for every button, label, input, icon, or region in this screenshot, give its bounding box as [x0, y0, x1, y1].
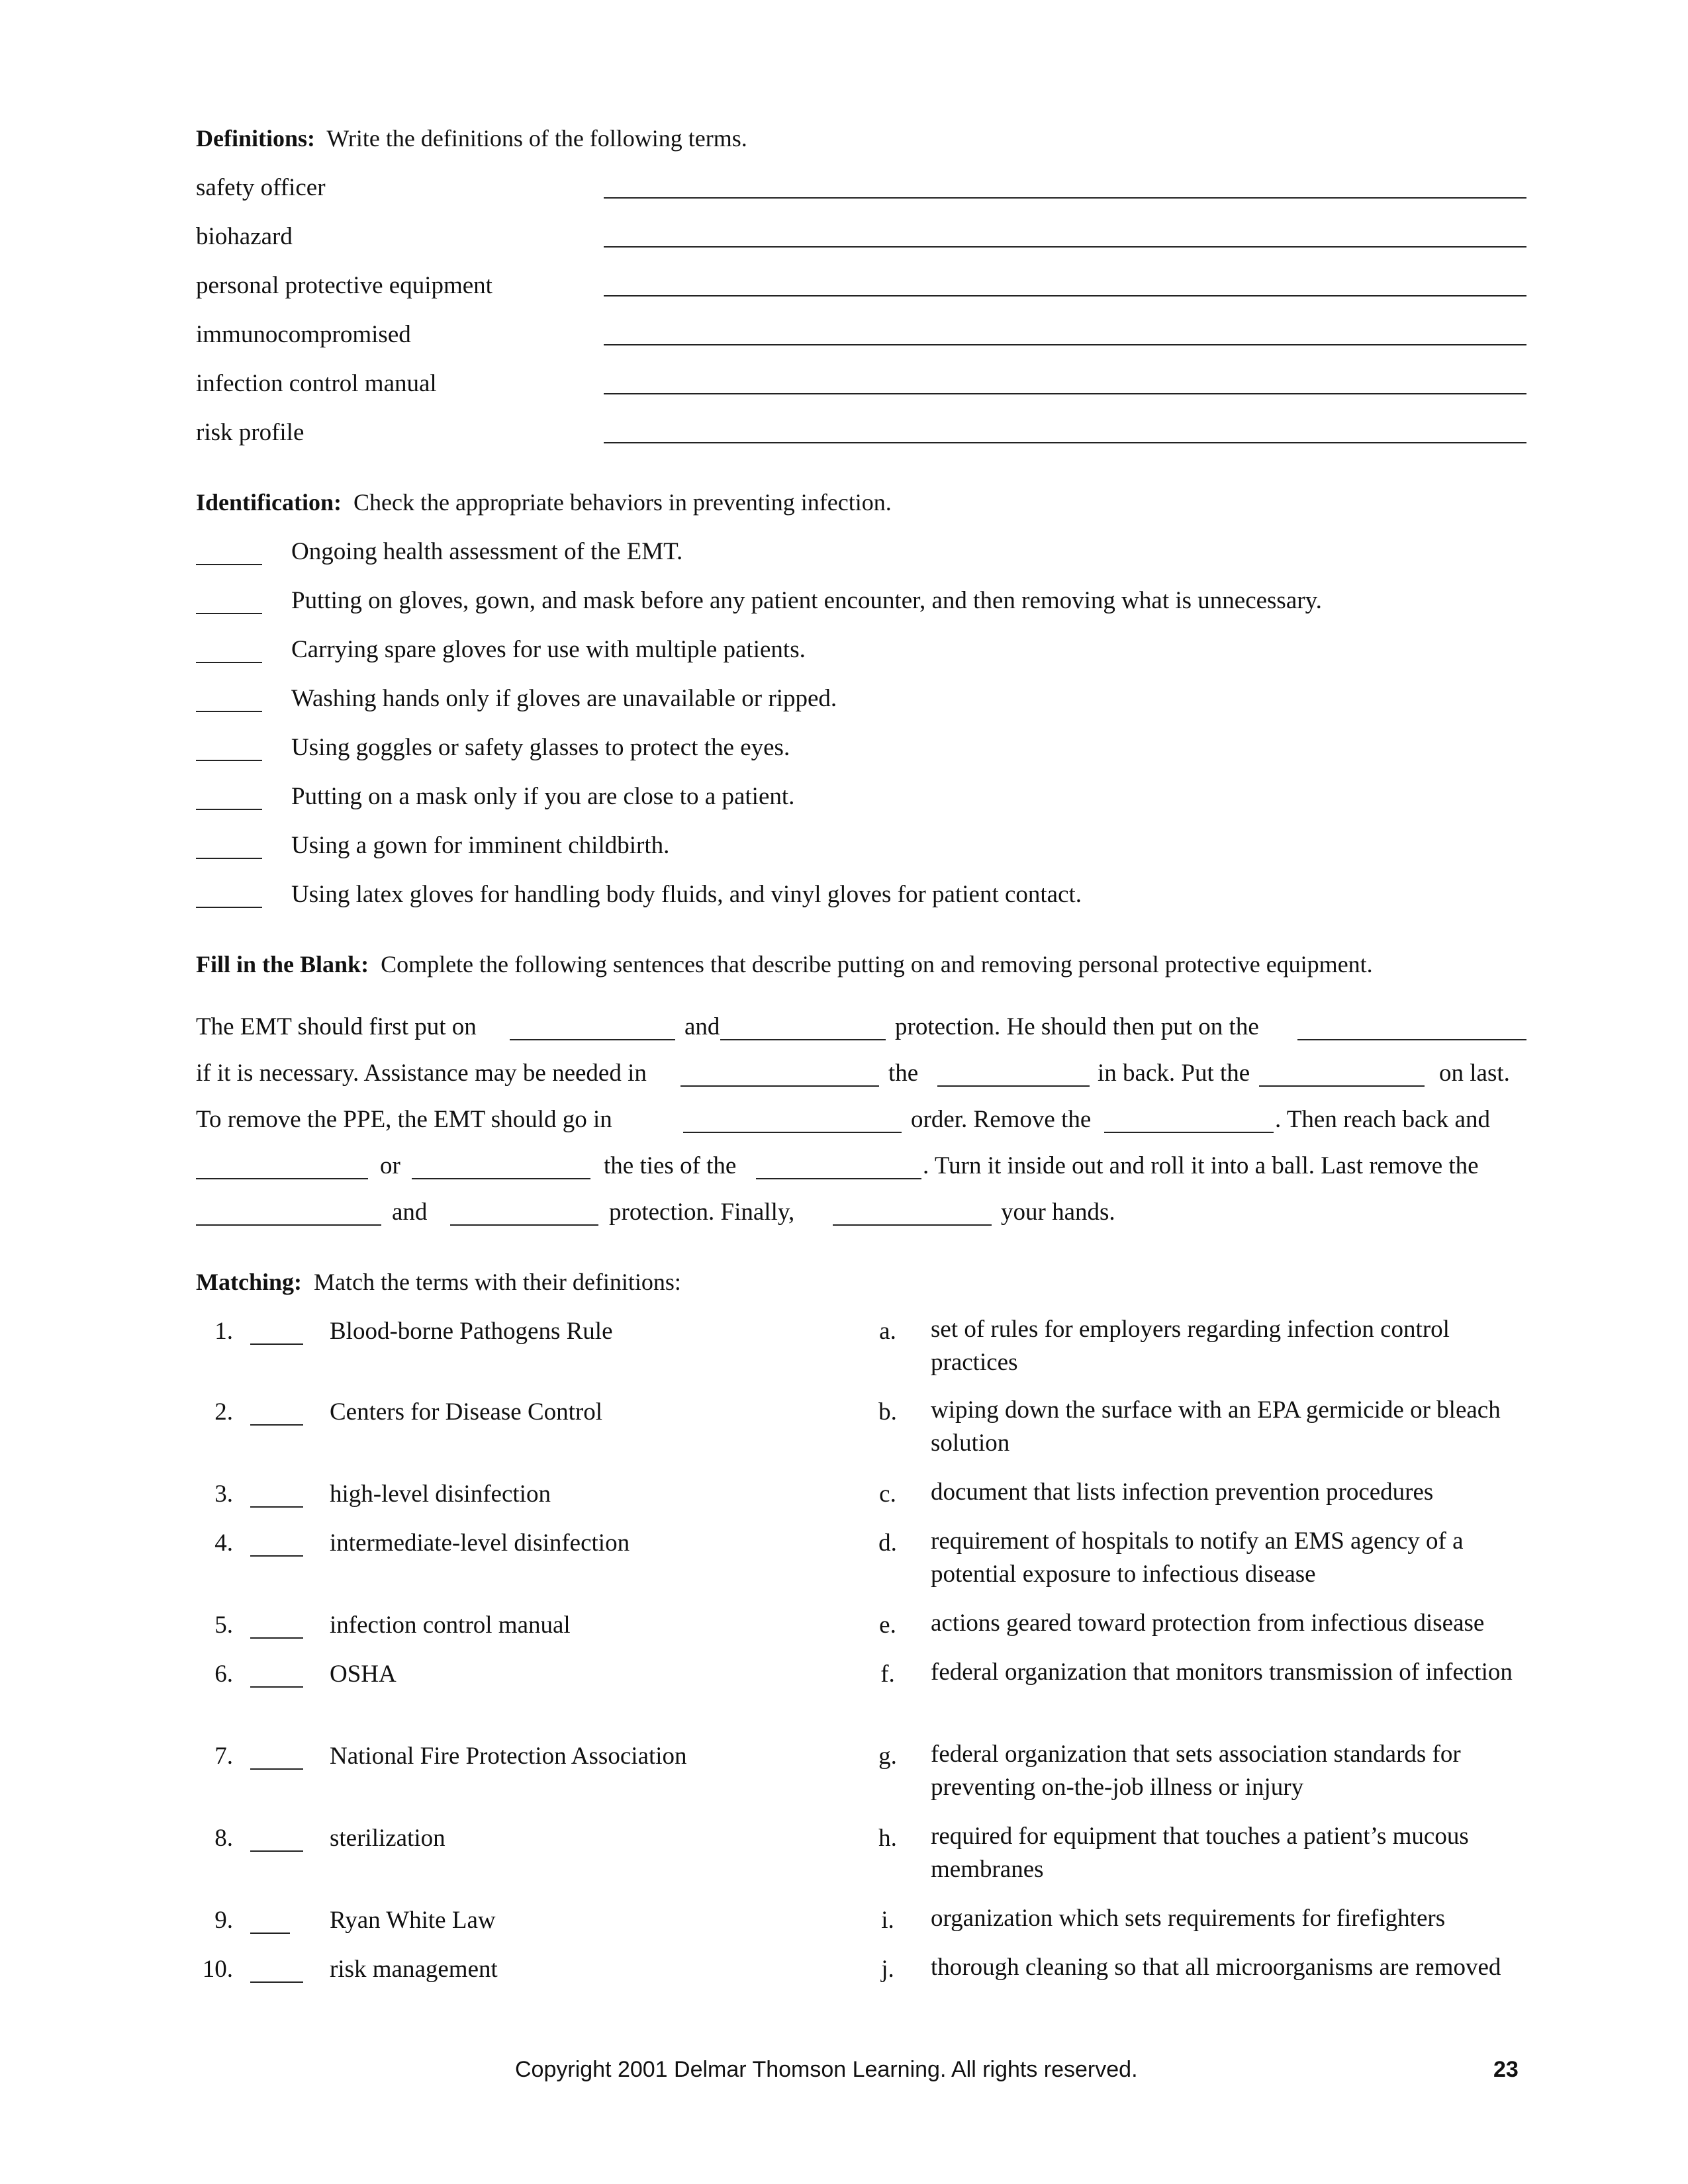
definition-row [196, 418, 1526, 458]
fill-in-text: the ties of the [604, 1152, 737, 1179]
fill-in-instruction: Complete the following sentences that describe putting on and removing personal protective equipment. [381, 951, 1373, 978]
fill-in-blank[interactable] [450, 1224, 598, 1226]
fill-in-text: on last. [1439, 1060, 1510, 1087]
fill-in-line-3 [196, 1105, 1526, 1145]
matching-definition: organization which sets requirements for firefighters [931, 1905, 1446, 1932]
definitions-heading: Definitions: [196, 125, 315, 152]
matching-answer-blank[interactable] [250, 1933, 290, 1934]
fill-in-line-5 [196, 1198, 1526, 1238]
definition-answer-line[interactable] [604, 197, 1526, 199]
fill-in-text: The EMT should first put on [196, 1013, 477, 1040]
check-blank[interactable] [196, 662, 262, 663]
copyright-notice: Copyright 2001 Delmar Thomson Learning. All rights reserved. [515, 2057, 1138, 2082]
fill-in-blank[interactable] [680, 1085, 879, 1087]
check-blank[interactable] [196, 809, 262, 810]
matching-definition: requirement of hospitals to notify an EMS agency of a potential exposure to infectious disease [931, 1527, 1464, 1588]
matching-number: 4. [214, 1529, 233, 1557]
identification-item [196, 684, 1586, 724]
matching-definition: federal organization that monitors transmission of infection [931, 1659, 1513, 1686]
check-blank[interactable] [196, 613, 262, 614]
identification-instruction: Check the appropriate behaviors in preventing infection. [353, 489, 892, 516]
matching-definition: actions geared toward protection from infectious disease [931, 1610, 1485, 1637]
matching-row [196, 1529, 1526, 1602]
definition-answer-line[interactable] [604, 393, 1526, 394]
identification-item-text: Using goggles or safety glasses to protect the eyes. [291, 734, 790, 761]
fill-in-text: and [392, 1199, 428, 1226]
fill-in-text: . Turn it inside out and roll it into a ball. Last remove the [923, 1152, 1479, 1179]
identification-section-heading [196, 488, 892, 516]
definition-term: biohazard [196, 223, 293, 250]
matching-definition: required for equipment that touches a patient’s mucous membranes [931, 1823, 1469, 1883]
definition-answer-line[interactable] [604, 344, 1526, 345]
matching-row [196, 1742, 1526, 1815]
fill-in-line-4 [196, 1152, 1526, 1191]
definition-term: immunocompromised [196, 321, 411, 348]
identification-item-text: Using a gown for imminent childbirth. [291, 832, 670, 859]
matching-term: National Fire Protection Association [330, 1743, 687, 1770]
fill-in-text: if it is necessary. Assistance may be needed in [196, 1060, 647, 1087]
definitions-instruction: Write the definitions of the following terms. [326, 125, 747, 152]
fill-in-blank[interactable] [1297, 1039, 1526, 1040]
matching-letter: d. [878, 1529, 897, 1557]
fill-in-text: To remove the PPE, the EMT should go in [196, 1106, 612, 1133]
identification-item [196, 635, 1586, 675]
matching-row [196, 1398, 1526, 1471]
matching-term: intermediate-level disinfection [330, 1529, 630, 1557]
matching-answer-blank[interactable] [250, 1768, 303, 1770]
matching-row [196, 1660, 1526, 1733]
fill-in-blank[interactable] [683, 1132, 902, 1133]
fill-in-line-1 [196, 1013, 1526, 1052]
fill-in-text: the [888, 1060, 919, 1087]
identification-item-text: Putting on a mask only if you are close to a patient. [291, 783, 795, 810]
identification-item-text: Ongoing health assessment of the EMT. [291, 538, 683, 565]
matching-letter: j. [881, 1956, 894, 1983]
matching-answer-blank[interactable] [250, 1343, 303, 1345]
fill-in-text: or [380, 1152, 400, 1179]
matching-letter: c. [879, 1480, 896, 1508]
matching-answer-blank[interactable] [250, 1424, 303, 1426]
matching-definition: thorough cleaning so that all microorganisms are removed [931, 1954, 1501, 1981]
definition-answer-line[interactable] [604, 442, 1526, 443]
fill-in-blank[interactable] [720, 1039, 886, 1040]
fill-in-text: your hands. [1001, 1199, 1115, 1226]
check-blank[interactable] [196, 907, 262, 908]
definition-row [196, 271, 1526, 311]
matching-term: Centers for Disease Control [330, 1398, 603, 1426]
fill-in-blank[interactable] [510, 1039, 675, 1040]
fill-in-blank[interactable] [756, 1178, 921, 1179]
definition-row [196, 320, 1526, 360]
matching-heading: Matching: [196, 1269, 302, 1295]
check-blank[interactable] [196, 858, 262, 859]
matching-letter: i. [881, 1907, 894, 1934]
matching-answer-blank[interactable] [250, 1506, 303, 1508]
identification-item [196, 733, 1586, 773]
matching-definition: set of rules for employers regarding infection control practices [931, 1316, 1450, 1376]
matching-answer-blank[interactable] [250, 1850, 303, 1852]
identification-item-text: Washing hands only if gloves are unavailable or ripped. [291, 685, 837, 712]
definition-answer-line[interactable] [604, 246, 1526, 248]
matching-letter: h. [878, 1825, 897, 1852]
fill-in-blank[interactable] [412, 1178, 590, 1179]
matching-number: 5. [214, 1612, 233, 1639]
fill-in-blank[interactable] [1259, 1085, 1425, 1087]
matching-number: 8. [214, 1825, 233, 1852]
identification-item [196, 880, 1586, 920]
matching-answer-blank[interactable] [250, 1686, 303, 1688]
matching-term: infection control manual [330, 1612, 571, 1639]
definition-term: infection control manual [196, 370, 437, 397]
matching-answer-blank[interactable] [250, 1637, 303, 1639]
matching-term: sterilization [330, 1825, 445, 1852]
fill-in-heading: Fill in the Blank: [196, 951, 369, 978]
matching-number: 1. [214, 1318, 233, 1345]
matching-section-heading [196, 1268, 681, 1296]
fill-in-blank[interactable] [196, 1224, 381, 1226]
fill-in-text: protection. He should then put on the [895, 1013, 1259, 1040]
matching-number: 7. [214, 1743, 233, 1770]
definition-row [196, 369, 1526, 409]
matching-row [196, 1955, 1526, 2028]
identification-item-text: Carrying spare gloves for use with multiple patients. [291, 636, 806, 663]
page-number: 23 [1493, 2057, 1519, 2082]
matching-definition: wiping down the surface with an EPA germicide or bleach solution [931, 1396, 1501, 1457]
matching-number: 9. [214, 1907, 233, 1934]
matching-term: risk management [330, 1956, 498, 1983]
matching-letter: b. [878, 1398, 897, 1426]
matching-letter: a. [879, 1318, 896, 1345]
matching-definition: document that lists infection prevention procedures [931, 1479, 1434, 1506]
identification-item [196, 831, 1586, 871]
identification-heading: Identification: [196, 489, 342, 516]
check-blank[interactable] [196, 564, 262, 565]
matching-instruction: Match the terms with their definitions: [313, 1269, 681, 1295]
definition-row [196, 173, 1526, 213]
fill-in-blank[interactable] [833, 1224, 992, 1226]
matching-number: 10. [202, 1956, 233, 1983]
fill-in-text: protection. Finally, [609, 1199, 795, 1226]
matching-term: OSHA [330, 1661, 397, 1688]
matching-number: 6. [214, 1661, 233, 1688]
fill-in-blank[interactable] [937, 1085, 1090, 1087]
check-blank[interactable] [196, 760, 262, 761]
matching-letter: g. [878, 1743, 897, 1770]
fill-in-line-2 [196, 1059, 1526, 1099]
fill-in-section-heading [196, 950, 1373, 978]
fill-in-text: in back. Put the [1098, 1060, 1250, 1087]
matching-number: 3. [214, 1480, 233, 1508]
definition-term: risk profile [196, 419, 305, 446]
definition-row [196, 222, 1526, 262]
matching-term: high-level disinfection [330, 1480, 551, 1508]
matching-row [196, 1824, 1526, 1897]
matching-answer-blank[interactable] [250, 1555, 303, 1557]
definition-term: safety officer [196, 174, 326, 201]
matching-number: 2. [214, 1398, 233, 1426]
matching-letter: f. [880, 1661, 895, 1688]
identification-item [196, 586, 1586, 626]
matching-definition: federal organization that sets association standards for preventing on-the-job illness or injury [931, 1741, 1461, 1801]
identification-item [196, 537, 1586, 577]
fill-in-text: . Then reach back and [1275, 1106, 1490, 1133]
fill-in-text: and [684, 1013, 720, 1040]
definition-term: personal protective equipment [196, 272, 492, 299]
fill-in-blank[interactable] [1104, 1132, 1274, 1133]
identification-item-text: Using latex gloves for handling body fluids, and vinyl gloves for patient contact. [291, 881, 1082, 908]
check-blank[interactable] [196, 711, 262, 712]
matching-answer-blank[interactable] [250, 1981, 303, 1983]
identification-item-text: Putting on gloves, gown, and mask before any patient encounter, and then removing what is unnecessary. [291, 587, 1322, 614]
matching-letter: e. [879, 1612, 896, 1639]
matching-term: Ryan White Law [330, 1907, 496, 1934]
fill-in-text: order. Remove the [911, 1106, 1092, 1133]
matching-term: Blood-borne Pathogens Rule [330, 1318, 613, 1345]
identification-item [196, 782, 1586, 822]
definition-answer-line[interactable] [604, 295, 1526, 296]
fill-in-blank[interactable] [196, 1178, 368, 1179]
definitions-section-heading [196, 124, 747, 152]
matching-row [196, 1317, 1526, 1390]
